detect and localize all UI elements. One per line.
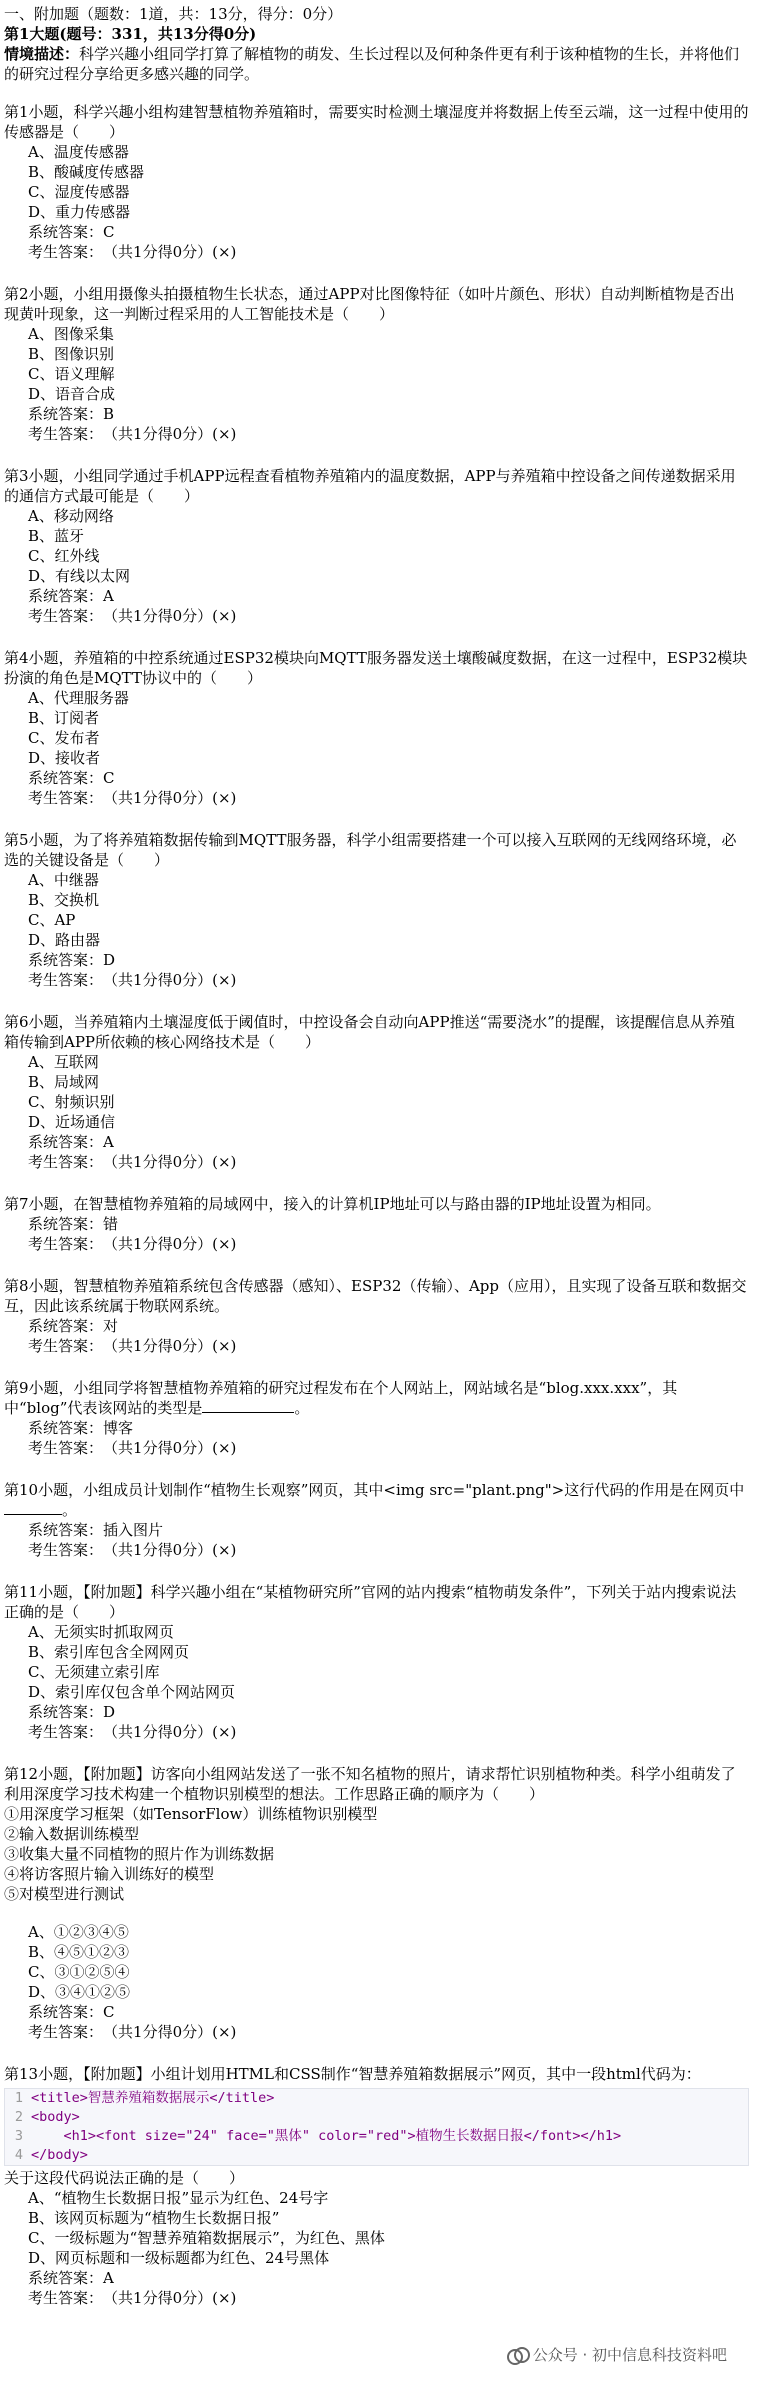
option-item: D、路由器 bbox=[28, 931, 101, 949]
section-title: 一、附加题（题数：1道，共：13分，得分：0分） bbox=[4, 5, 343, 23]
your-answer bbox=[4, 2288, 749, 2308]
option-item: C、射频识别 bbox=[28, 1093, 115, 1111]
code-snippet bbox=[4, 2088, 749, 2166]
system-answer-label: 系统答案： bbox=[28, 587, 104, 605]
code-line bbox=[5, 2089, 748, 2108]
your-answer bbox=[4, 1152, 749, 1172]
option-item: D、近场通信 bbox=[28, 1113, 116, 1131]
system-answer-label: 系统答案： bbox=[28, 951, 104, 969]
option-item: D、③④①②⑤ bbox=[28, 1983, 131, 2001]
score-text: （共1分得0分）(×) bbox=[110, 1439, 237, 1457]
question-8 bbox=[4, 1276, 749, 1356]
score-text: （共1分得0分）(×) bbox=[110, 789, 237, 807]
system-answer bbox=[4, 222, 749, 242]
your-answer bbox=[4, 2022, 749, 2042]
your-answer-label: 考生答案： bbox=[28, 425, 96, 443]
system-answer bbox=[4, 1132, 749, 1152]
answer-blank bbox=[4, 1500, 62, 1515]
question-11 bbox=[4, 1582, 749, 1742]
system-answer-value: 错 bbox=[103, 1215, 119, 1233]
option-item: B、订阅者 bbox=[28, 709, 100, 727]
question-3 bbox=[4, 466, 749, 626]
system-answer-label: 系统答案： bbox=[28, 1419, 104, 1437]
question-stem: 第10小题，小组成员计划制作“植物生长观察”网页，其中<img src="plant.png">这行代码的作用是在网页中。 bbox=[4, 1481, 745, 1519]
score-text: （共1分得0分）(×) bbox=[110, 243, 237, 261]
question-followup: 关于这段代码说法正确的是（ ） bbox=[4, 2169, 245, 2187]
score-text: （共1分得0分）(×) bbox=[110, 425, 237, 443]
question-6 bbox=[4, 1012, 749, 1172]
your-answer-label: 考生答案： bbox=[28, 243, 96, 261]
question-stem: 第13小题，【附加题】小组计划用HTML和CSS制作“智慧养殖箱数据展示”网页，其中一段html代码为： bbox=[4, 2065, 701, 2083]
option-item: C、语义理解 bbox=[28, 365, 115, 383]
system-answer-value: 插入图片 bbox=[103, 1521, 164, 1539]
your-answer-label: 考生答案： bbox=[28, 971, 96, 989]
question-stem: 第8小题，智慧植物养殖箱系统包含传感器（感知）、ESP32（传输）、App（应用），且实现了设备互联和数据交互，因此该系统属于物联网系统。 bbox=[4, 1277, 747, 1315]
system-answer-value: D bbox=[103, 951, 116, 969]
code-text: <h1><font size="24" face="黑体" color="red">植物生长数据日报</font></h1> bbox=[31, 2128, 622, 2144]
code-text: <title>智慧养殖箱数据展示</title> bbox=[31, 2090, 275, 2106]
system-answer-value: A bbox=[103, 2269, 114, 2287]
system-answer-label: 系统答案： bbox=[28, 223, 104, 241]
system-answer bbox=[4, 2002, 749, 2022]
option-item: A、图像采集 bbox=[28, 325, 114, 343]
system-answer bbox=[4, 768, 749, 788]
option-item: B、索引库包含全网网页 bbox=[28, 1643, 190, 1661]
answer-blank bbox=[202, 1398, 294, 1413]
system-answer-value: 对 bbox=[103, 1317, 119, 1335]
system-answer-label: 系统答案： bbox=[28, 1133, 104, 1151]
score-text: （共1分得0分）(×) bbox=[110, 2023, 237, 2041]
option-item: C、无须建立索引库 bbox=[28, 1663, 160, 1681]
work-step: ①用深度学习框架（如TensorFlow）训练植物识别模型 bbox=[4, 1805, 378, 1823]
your-answer bbox=[4, 1438, 749, 1458]
question-stem: 第12小题，【附加题】访客向小组网站发送了一张不知名植物的照片，请求帮忙识别植物种类。科学小组萌发了利用深度学习技术构建一个植物识别模型的想法。工作思路正确的顺序为（ ） bbox=[4, 1765, 736, 1803]
system-answer-label: 系统答案： bbox=[28, 1703, 104, 1721]
wechat-icon bbox=[507, 2347, 527, 2363]
option-item: C、一级标题为“智慧养殖箱数据展示”，为红色、黑体 bbox=[28, 2229, 385, 2247]
exam-result-document bbox=[4, 0, 749, 2308]
score-text: （共1分得0分）(×) bbox=[110, 1337, 237, 1355]
system-answer bbox=[4, 1418, 749, 1438]
question-list bbox=[4, 102, 749, 2308]
system-answer-label: 系统答案： bbox=[28, 2003, 104, 2021]
option-item: B、④⑤①②③ bbox=[28, 1943, 130, 1961]
your-answer bbox=[4, 242, 749, 262]
your-answer-label: 考生答案： bbox=[28, 1439, 96, 1457]
your-answer bbox=[4, 970, 749, 990]
your-answer-label: 考生答案： bbox=[28, 607, 96, 625]
big-question-title: 第1大题(题号：331，共13分得0分) bbox=[4, 25, 257, 43]
your-answer-label: 考生答案： bbox=[28, 1723, 96, 1741]
option-item: B、该网页标题为“植物生长数据日报” bbox=[28, 2209, 280, 2227]
system-answer-value: A bbox=[103, 1133, 114, 1151]
system-answer-value: D bbox=[103, 1703, 116, 1721]
line-number: 2 bbox=[14, 2109, 23, 2125]
your-answer-label: 考生答案： bbox=[28, 789, 96, 807]
option-item: B、酸碱度传感器 bbox=[28, 163, 145, 181]
question-stem: 第4小题，养殖箱的中控系统通过ESP32模块向MQTT服务器发送土壤酸碱度数据，在这一过程中，ESP32模块扮演的角色是MQTT协议中的（ ） bbox=[4, 649, 748, 687]
line-number: 1 bbox=[14, 2090, 23, 2106]
code-line bbox=[5, 2108, 748, 2127]
question-stem: 第6小题，当养殖箱内土壤湿度低于阈值时，中控设备会自动向APP推送“需要浇水”的提醒，该提醒信息从养殖箱传输到APP所依赖的核心网络技术是（ ） bbox=[4, 1013, 735, 1051]
question-stem: 第5小题，为了将养殖箱数据传输到MQTT服务器，科学小组需要搭建一个可以接入互联网的无线网络环境，必选的关键设备是（ ） bbox=[4, 831, 737, 869]
your-answer bbox=[4, 1722, 749, 1742]
option-item: A、互联网 bbox=[28, 1053, 99, 1071]
option-item: D、网页标题和一级标题都为红色、24号黑体 bbox=[28, 2249, 330, 2267]
score-text: （共1分得0分）(×) bbox=[110, 1153, 237, 1171]
option-item: A、“植物生长数据日报”显示为红色、24号字 bbox=[28, 2189, 329, 2207]
work-step: ②输入数据训练模型 bbox=[4, 1825, 140, 1843]
system-answer bbox=[4, 2268, 749, 2288]
option-item: B、图像识别 bbox=[28, 345, 115, 363]
your-answer-label: 考生答案： bbox=[28, 1153, 96, 1171]
score-text: （共1分得0分）(×) bbox=[110, 1235, 237, 1253]
question-stem: 第3小题，小组同学通过手机APP远程查看植物养殖箱内的温度数据，APP与养殖箱中控设备之间传递数据采用的通信方式最可能是（ ） bbox=[4, 467, 736, 505]
your-answer bbox=[4, 1234, 749, 1254]
system-answer-label: 系统答案： bbox=[28, 1215, 104, 1233]
scenario-text: 科学兴趣小组同学打算了解植物的萌发、生长过程以及何种条件更有利于该种植物的生长，并将他们的研究过程分享给更多感兴趣的同学。 bbox=[4, 45, 740, 83]
question-stem: 第9小题，小组同学将智慧植物养殖箱的研究过程发布在个人网站上，网站域名是“blog.xxx.xxx”，其中“blog”代表该网站的类型是 。 bbox=[4, 1379, 678, 1417]
code-line bbox=[5, 2127, 748, 2146]
option-item: D、有线以太网 bbox=[28, 567, 131, 585]
score-text: （共1分得0分）(×) bbox=[110, 1723, 237, 1741]
question-5 bbox=[4, 830, 749, 990]
work-step: ⑤对模型进行测试 bbox=[4, 1885, 125, 1903]
option-item: A、无须实时抓取网页 bbox=[28, 1623, 174, 1641]
system-answer-label: 系统答案： bbox=[28, 1521, 104, 1539]
option-item: C、AP bbox=[28, 911, 76, 929]
system-answer bbox=[4, 1316, 749, 1336]
system-answer-label: 系统答案： bbox=[28, 769, 104, 787]
system-answer-label: 系统答案： bbox=[28, 405, 104, 423]
spacer bbox=[4, 1904, 749, 1922]
option-item: A、移动网络 bbox=[28, 507, 114, 525]
system-answer-value: C bbox=[103, 769, 115, 787]
system-answer-label: 系统答案： bbox=[28, 1317, 104, 1335]
option-item: C、③①②⑤④ bbox=[28, 1963, 130, 1981]
option-item: C、湿度传感器 bbox=[28, 183, 130, 201]
code-line bbox=[5, 2146, 748, 2165]
watermark-text: 公众号 · 初中信息科技资料吧 bbox=[532, 2346, 727, 2364]
option-item: B、交换机 bbox=[28, 891, 100, 909]
your-answer bbox=[4, 1336, 749, 1356]
option-item: D、接收者 bbox=[28, 749, 101, 767]
watermark bbox=[507, 2345, 727, 2365]
your-answer-label: 考生答案： bbox=[28, 1337, 96, 1355]
question-4 bbox=[4, 648, 749, 808]
system-answer-value: A bbox=[103, 587, 114, 605]
your-answer bbox=[4, 606, 749, 626]
question-10 bbox=[4, 1480, 749, 1560]
scenario-description bbox=[4, 44, 749, 84]
score-text: （共1分得0分）(×) bbox=[110, 971, 237, 989]
your-answer bbox=[4, 424, 749, 444]
option-item: A、温度传感器 bbox=[28, 143, 129, 161]
your-answer bbox=[4, 1540, 749, 1560]
option-item: C、发布者 bbox=[28, 729, 100, 747]
question-stem: 第7小题，在智慧植物养殖箱的局域网中，接入的计算机IP地址可以与路由器的IP地址设置为相同。 bbox=[4, 1195, 661, 1213]
system-answer-value: C bbox=[103, 2003, 115, 2021]
question-1 bbox=[4, 102, 749, 262]
work-step: ④将访客照片输入训练好的模型 bbox=[4, 1865, 215, 1883]
score-text: （共1分得0分）(×) bbox=[110, 607, 237, 625]
question-13 bbox=[4, 2064, 749, 2308]
your-answer-label: 考生答案： bbox=[28, 1541, 96, 1559]
option-item: C、红外线 bbox=[28, 547, 100, 565]
question-stem: 第11小题，【附加题】科学兴趣小组在“某植物研究所”官网的站内搜索“植物萌发条件”，下列关于站内搜索说法正确的是（ ） bbox=[4, 1583, 737, 1621]
system-answer bbox=[4, 1520, 749, 1540]
scenario-label: 情境描述： bbox=[4, 45, 80, 63]
your-answer bbox=[4, 788, 749, 808]
system-answer-value: 博客 bbox=[103, 1419, 134, 1437]
system-answer bbox=[4, 404, 749, 424]
option-item: D、重力传感器 bbox=[28, 203, 131, 221]
system-answer bbox=[4, 1214, 749, 1234]
question-2 bbox=[4, 284, 749, 444]
option-item: D、语音合成 bbox=[28, 385, 116, 403]
code-text: <body> bbox=[31, 2109, 80, 2125]
score-text: （共1分得0分）(×) bbox=[110, 1541, 237, 1559]
your-answer-label: 考生答案： bbox=[28, 2289, 96, 2307]
your-answer-label: 考生答案： bbox=[28, 1235, 96, 1253]
question-stem: 第1小题，科学兴趣小组构建智慧植物养殖箱时，需要实时检测土壤湿度并将数据上传至云端，这一过程中使用的传感器是（ ） bbox=[4, 103, 749, 141]
system-answer-label: 系统答案： bbox=[28, 2269, 104, 2287]
option-item: A、代理服务器 bbox=[28, 689, 129, 707]
work-step: ③收集大量不同植物的照片作为训练数据 bbox=[4, 1845, 275, 1863]
system-answer-value: C bbox=[103, 223, 115, 241]
option-item: A、中继器 bbox=[28, 871, 99, 889]
system-answer bbox=[4, 586, 749, 606]
option-item: B、局域网 bbox=[28, 1073, 100, 1091]
option-item: A、①②③④⑤ bbox=[28, 1923, 129, 1941]
question-12 bbox=[4, 1764, 749, 2042]
question-9 bbox=[4, 1378, 749, 1458]
question-stem: 第2小题，小组用摄像头拍摄植物生长状态，通过APP对比图像特征（如叶片颜色、形状）自动判断植物是否出现黄叶现象，这一判断过程采用的人工智能技术是（ ） bbox=[4, 285, 735, 323]
option-item: B、蓝牙 bbox=[28, 527, 85, 545]
system-answer-value: B bbox=[103, 405, 115, 423]
line-number: 3 bbox=[14, 2128, 23, 2144]
system-answer bbox=[4, 950, 749, 970]
code-text: </body> bbox=[31, 2147, 88, 2163]
line-number: 4 bbox=[14, 2147, 23, 2163]
your-answer-label: 考生答案： bbox=[28, 2023, 96, 2041]
score-text: （共1分得0分）(×) bbox=[110, 2289, 237, 2307]
system-answer bbox=[4, 1702, 749, 1722]
question-7 bbox=[4, 1194, 749, 1254]
option-item: D、索引库仅包含单个网站网页 bbox=[28, 1683, 236, 1701]
